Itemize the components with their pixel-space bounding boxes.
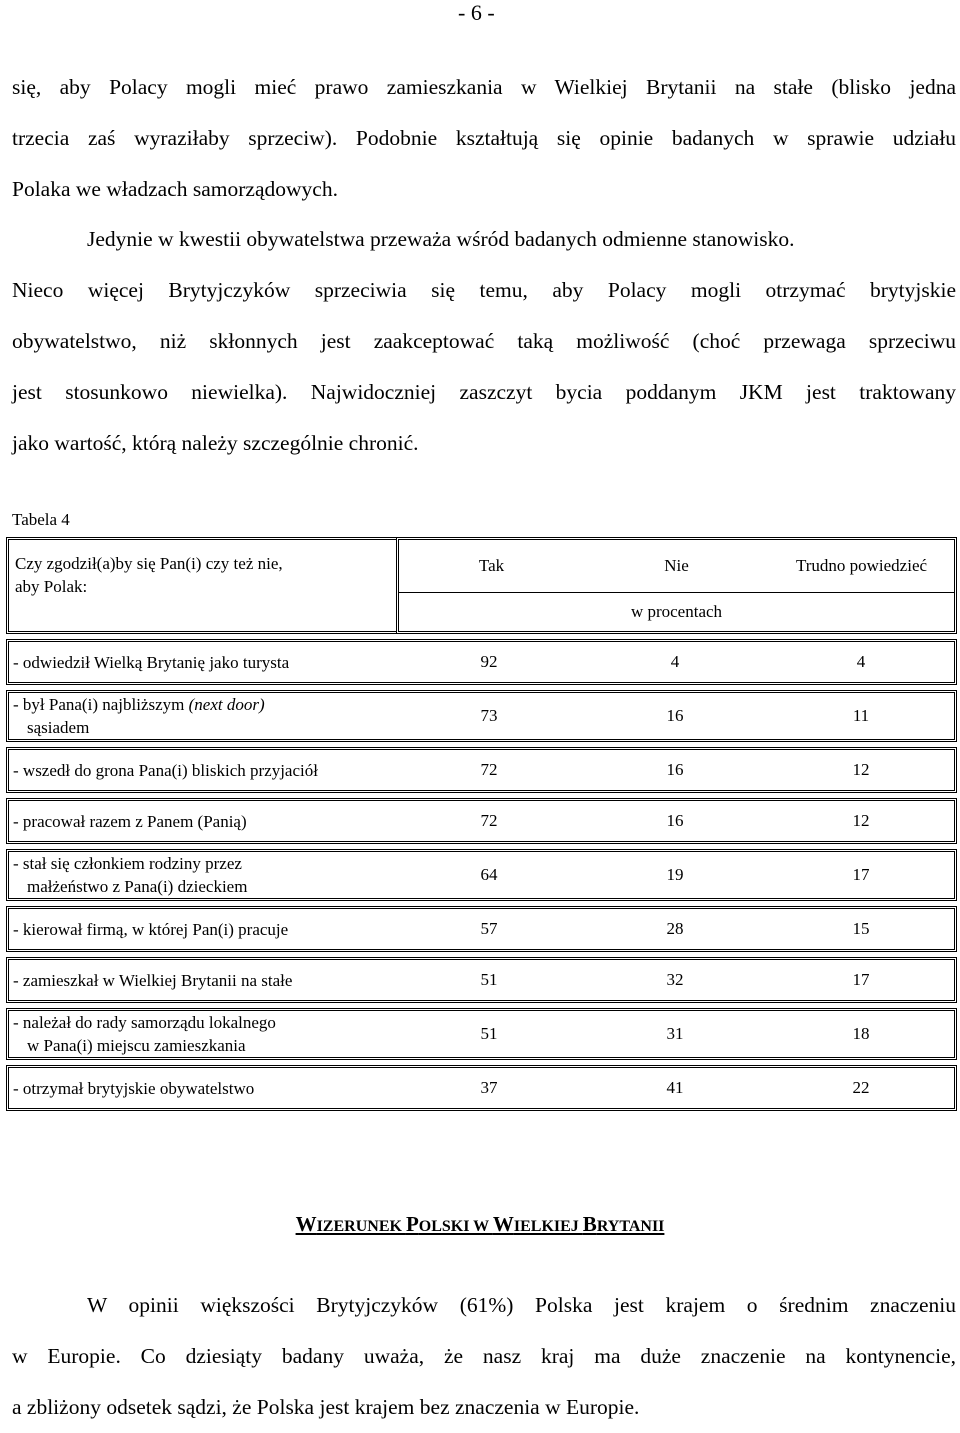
section-title-part: W [492,1212,514,1236]
question-header-line: aby Polak: [15,577,88,596]
table-row [6,639,957,685]
paragraph-2 [12,214,956,469]
cell-tak: 73 [480,706,498,725]
cell-nie: 16 [666,760,684,779]
section-title-part: B [582,1212,597,1236]
cell-tak: 57 [480,919,498,938]
table-row [6,849,957,901]
table-header-row [6,537,957,634]
cell-trudno: 4 [856,652,866,671]
cell-tak: 72 [480,760,498,779]
row-values-wrap [396,865,954,885]
paragraph-3-line: w Europie. Co dziesiąty badany uważa, że nasz kraj ma duże znaczenie na kontynencie, [12,1344,956,1368]
paragraph-1 [12,62,956,215]
cell-tak: 72 [480,811,498,830]
question-header [6,537,396,634]
paragraph-3-line: a zbliżony odsetek sądzi, że Polska jest krajem bez znaczenia w Europie. [12,1395,640,1419]
paragraph-2-line: obywatelstwo, niż skłonnych jest zaakceptować taką możliwość (choć przewaga sprzeciwu [12,329,956,353]
row-question-line: - odwiedził Wielką Brytanię jako turysta [13,652,290,672]
row-question [6,1065,396,1111]
paragraph-3-line: W opinii większości Brytyjczyków (61%) Polska jest krajem o średnim znaczeniu [87,1293,956,1317]
row-question [6,747,396,793]
row-values [396,690,957,742]
section-title-part: IZERUNEK [316,1218,406,1235]
cell-trudno: 12 [852,811,870,830]
cell-nie: 4 [670,652,680,671]
answer-columns [399,540,954,593]
row-values-wrap [396,919,954,939]
cell-nie: 41 [666,1078,684,1097]
row-question-line: sąsiadem [27,718,90,737]
paragraph-2-line: jako wartość, którą należy szczególnie chronić. [12,431,419,455]
row-question-line: - pracował razem z Panem (Panią) [13,811,247,831]
row-question-line: - był Pana(i) najbliższym [13,695,189,714]
row-values [396,849,957,901]
table-row [6,1065,957,1111]
row-values [396,639,957,685]
table-row [6,798,957,844]
column-header-tak: Tak [478,556,505,575]
page-number: - 6 - [458,0,495,25]
row-values [396,1008,957,1060]
row-question-line: - kierował firmą, w której Pan(i) pracuje [13,919,289,939]
paragraph-3 [12,1280,956,1433]
answers-header [396,537,957,634]
row-values [396,798,957,844]
row-question-line: - wszedł do grona Pana(i) bliskich przyjaciół [13,760,318,780]
cell-trudno: 22 [852,1078,870,1097]
table-row [6,906,957,952]
section-title-part: IELKIEJ [513,1218,583,1235]
row-question [6,957,396,1003]
cell-trudno: 11 [852,706,870,725]
row-values-wrap [396,652,954,672]
row-values-wrap [396,811,954,831]
cell-tak: 51 [480,1024,498,1043]
row-values-wrap [396,1078,954,1098]
row-question [6,849,396,901]
cell-nie: 16 [666,706,684,725]
section-title [0,1212,960,1237]
column-header-nie: Nie [664,556,689,575]
cell-trudno: 12 [852,760,870,779]
cell-nie: 28 [666,919,684,938]
row-question-line: - zamieszkał w Wielkiej Brytanii na stałe [13,970,293,990]
row-values-wrap [396,970,954,990]
row-question [6,690,396,742]
row-question [6,906,396,952]
row-values [396,957,957,1003]
cell-tak: 51 [480,970,498,989]
row-values-wrap [396,706,954,726]
paragraph-2-line: Jedynie w kwestii obywatelstwa przeważa wśród badanych odmienne stanowisko. [87,227,795,251]
row-values-wrap [396,760,954,780]
survey-table [6,537,957,1111]
section-title-part: W [295,1212,317,1236]
row-values [396,1065,957,1111]
cell-tak: 92 [480,652,498,671]
table-body [6,634,957,1111]
table-caption: Tabela 4 [12,510,70,529]
cell-tak: 64 [480,865,498,884]
paragraph-1-line: się, aby Polacy mogli mieć prawo zamieszkania w Wielkiej Brytanii na stałe (blisko jedna [12,75,956,99]
row-question [6,639,396,685]
row-question-line: - stał się członkiem rodziny przez [13,854,242,873]
section-title-part: P [405,1212,419,1236]
paragraph-1-line: trzecia zaś wyraziłaby sprzeciw). Podobnie kształtują się opinie badanych w sprawie udziału [12,126,956,150]
row-question [6,798,396,844]
row-question-italic: (next door) [188,695,265,714]
cell-nie: 31 [666,1024,684,1043]
row-question-line: - należał do rady samorządu lokalnego [13,1013,276,1032]
paragraph-2-line: jest stosunkowo niewielka). Najwidoczniej zaszczyt bycia poddanym JKM jest traktowany [12,380,956,404]
cell-trudno: 15 [852,919,870,938]
row-values-wrap [396,1024,954,1044]
cell-nie: 16 [666,811,684,830]
table-row [6,957,957,1003]
cell-nie: 32 [666,970,684,989]
section-title-part: RYTANII [596,1218,665,1235]
cell-tak: 37 [480,1078,498,1097]
cell-trudno: 17 [852,970,870,989]
row-values [396,906,957,952]
row-question-line: w Pana(i) miejscu zamieszkania [27,1036,246,1055]
table-row [6,690,957,742]
unit-label: w procentach [630,602,723,621]
cell-trudno: 18 [852,1024,870,1043]
table-row [6,747,957,793]
cell-nie: 19 [666,865,684,884]
column-header-trudno: Trudno powiedzieć [795,556,928,575]
row-question [6,1008,396,1060]
row-question-line: małżeństwo z Pana(i) dzieckiem [27,877,248,896]
question-header-line: Czy zgodził(a)by się Pan(i) czy też nie, [15,554,283,573]
paragraph-2-line: Nieco więcej Brytyjczyków sprzeciwia się temu, aby Polacy mogli otrzymać brytyjskie [12,278,956,302]
paragraph-1-line: Polaka we władzach samorządowych. [12,177,338,201]
table-row [6,1008,957,1060]
row-values [396,747,957,793]
row-question-line: - otrzymał brytyjskie obywatelstwo [13,1078,255,1098]
cell-trudno: 17 [852,865,870,884]
section-title-part: OLSKI W [418,1218,493,1235]
